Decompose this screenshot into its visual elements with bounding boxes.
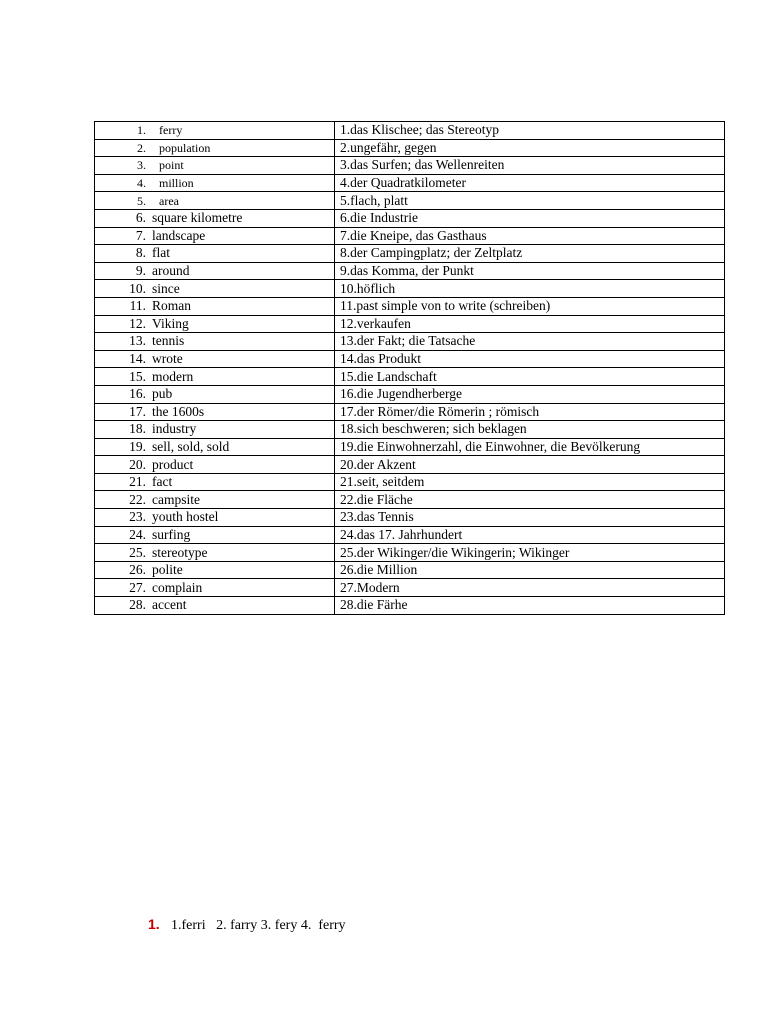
german-translation-cell: 6.die Industrie bbox=[335, 209, 725, 227]
row-number: 9. bbox=[135, 263, 146, 279]
english-term: ferry bbox=[159, 123, 183, 138]
table-row bbox=[95, 192, 725, 210]
german-translation-cell: 22.die Fläche bbox=[335, 491, 725, 509]
english-term-cell bbox=[95, 385, 335, 403]
row-number: 8. bbox=[135, 245, 146, 261]
table-row bbox=[95, 438, 725, 456]
exercise-number: 1. bbox=[148, 916, 160, 932]
row-number: 11. bbox=[129, 298, 146, 314]
row-number: 13. bbox=[129, 333, 146, 349]
english-term-cell bbox=[95, 579, 335, 597]
english-term-cell bbox=[95, 139, 335, 157]
english-term: sell, sold, sold bbox=[152, 438, 230, 454]
vocabulary-table-body bbox=[95, 122, 725, 615]
german-translation-cell: 28.die Färhe bbox=[335, 597, 725, 615]
row-number: 5. bbox=[137, 193, 146, 208]
german-translation-cell: 1.das Klischee; das Stereotyp bbox=[335, 122, 725, 140]
table-row bbox=[95, 579, 725, 597]
german-translation-cell: 26.die Million bbox=[335, 561, 725, 579]
english-term-cell bbox=[95, 368, 335, 386]
row-number: 19. bbox=[129, 438, 146, 454]
german-translation-cell: 25.der Wikinger/die Wikingerin; Wikinger bbox=[335, 544, 725, 562]
row-number: 2. bbox=[137, 140, 146, 155]
german-translation-cell: 2.ungefähr, gegen bbox=[335, 139, 725, 157]
english-term-cell bbox=[95, 297, 335, 315]
exercise-options: 1.ferri 2. farry 3. fery 4. ferry bbox=[171, 918, 346, 933]
table-row bbox=[95, 245, 725, 263]
english-term-cell bbox=[95, 245, 335, 263]
row-number: 17. bbox=[129, 403, 146, 419]
table-row bbox=[95, 368, 725, 386]
german-translation-cell: 20.der Akzent bbox=[335, 456, 725, 474]
row-number: 26. bbox=[129, 562, 146, 578]
english-term: flat bbox=[152, 245, 170, 261]
english-term: youth hostel bbox=[152, 509, 219, 525]
row-number: 3. bbox=[137, 158, 146, 173]
english-term-cell bbox=[95, 403, 335, 421]
table-row bbox=[95, 403, 725, 421]
row-number: 27. bbox=[129, 579, 146, 595]
english-term: the 1600s bbox=[152, 403, 205, 419]
english-term: landscape bbox=[152, 227, 206, 243]
table-row bbox=[95, 174, 725, 192]
row-number: 7. bbox=[135, 227, 146, 243]
table-row bbox=[95, 509, 725, 527]
table-row bbox=[95, 157, 725, 175]
english-term-cell bbox=[95, 122, 335, 140]
english-term: wrote bbox=[152, 351, 183, 367]
german-translation-cell: 7.die Kneipe, das Gasthaus bbox=[335, 227, 725, 245]
english-term: campsite bbox=[152, 491, 200, 507]
english-term: tennis bbox=[152, 333, 185, 349]
table-row bbox=[95, 350, 725, 368]
table-row bbox=[95, 333, 725, 351]
vocabulary-table bbox=[94, 121, 725, 615]
english-term-cell bbox=[95, 262, 335, 280]
row-number: 14. bbox=[129, 351, 146, 367]
english-term: area bbox=[159, 193, 179, 208]
table-row bbox=[95, 280, 725, 298]
english-term-cell bbox=[95, 561, 335, 579]
row-number: 15. bbox=[129, 368, 146, 384]
english-term: industry bbox=[152, 421, 197, 437]
english-term-cell bbox=[95, 473, 335, 491]
row-number: 18. bbox=[129, 421, 146, 437]
english-term: around bbox=[152, 263, 190, 279]
row-number: 4. bbox=[137, 176, 146, 191]
english-term-cell bbox=[95, 438, 335, 456]
table-row bbox=[95, 209, 725, 227]
table-row bbox=[95, 262, 725, 280]
english-term-cell bbox=[95, 157, 335, 175]
english-term: pub bbox=[152, 386, 173, 402]
table-row bbox=[95, 385, 725, 403]
english-term: modern bbox=[152, 368, 194, 384]
german-translation-cell: 21.seit, seitdem bbox=[335, 473, 725, 491]
english-term-cell bbox=[95, 350, 335, 368]
german-translation-cell: 4.der Quadratkilometer bbox=[335, 174, 725, 192]
english-term-cell bbox=[95, 227, 335, 245]
english-term-cell bbox=[95, 192, 335, 210]
english-term-cell bbox=[95, 509, 335, 527]
english-term-cell bbox=[95, 456, 335, 474]
english-term: fact bbox=[152, 474, 173, 490]
row-number: 20. bbox=[129, 456, 146, 472]
german-translation-cell: 12.verkaufen bbox=[335, 315, 725, 333]
german-translation-cell: 15.die Landschaft bbox=[335, 368, 725, 386]
english-term-cell bbox=[95, 333, 335, 351]
english-term: million bbox=[159, 176, 194, 191]
german-translation-cell: 8.der Campingplatz; der Zeltplatz bbox=[335, 245, 725, 263]
english-term: stereotype bbox=[152, 544, 208, 560]
english-term: surfing bbox=[152, 526, 191, 542]
german-translation-cell: 27.Modern bbox=[335, 579, 725, 597]
german-translation-cell: 23.das Tennis bbox=[335, 509, 725, 527]
row-number: 22. bbox=[129, 491, 146, 507]
row-number: 23. bbox=[129, 509, 146, 525]
table-row bbox=[95, 561, 725, 579]
german-translation-cell: 9.das Komma, der Punkt bbox=[335, 262, 725, 280]
row-number: 6. bbox=[135, 210, 146, 226]
english-term-cell bbox=[95, 491, 335, 509]
english-term-cell bbox=[95, 174, 335, 192]
english-term: since bbox=[152, 280, 180, 296]
table-row bbox=[95, 315, 725, 333]
german-translation-cell: 16.die Jugendherberge bbox=[335, 385, 725, 403]
german-translation-cell: 24.das 17. Jahrhundert bbox=[335, 526, 725, 544]
row-number: 28. bbox=[129, 597, 146, 613]
table-row bbox=[95, 139, 725, 157]
english-term-cell bbox=[95, 526, 335, 544]
table-row bbox=[95, 544, 725, 562]
table-row bbox=[95, 526, 725, 544]
row-number: 21. bbox=[129, 474, 146, 490]
row-number: 12. bbox=[129, 315, 146, 331]
german-translation-cell: 10.höflich bbox=[335, 280, 725, 298]
english-term: accent bbox=[152, 597, 187, 613]
english-term: Viking bbox=[152, 315, 189, 331]
table-row bbox=[95, 122, 725, 140]
english-term-cell bbox=[95, 209, 335, 227]
german-translation-cell: 17.der Römer/die Römerin ; römisch bbox=[335, 403, 725, 421]
english-term: Roman bbox=[152, 298, 191, 314]
english-term: point bbox=[159, 158, 184, 173]
row-number: 10. bbox=[129, 280, 146, 296]
english-term: population bbox=[159, 140, 211, 155]
german-translation-cell: 3.das Surfen; das Wellenreiten bbox=[335, 157, 725, 175]
english-term-cell bbox=[95, 421, 335, 439]
german-translation-cell: 14.das Produkt bbox=[335, 350, 725, 368]
table-row bbox=[95, 421, 725, 439]
english-term-cell bbox=[95, 544, 335, 562]
german-translation-cell: 19.die Einwohnerzahl, die Einwohner, die Bevölkerung bbox=[335, 438, 725, 456]
english-term-cell bbox=[95, 280, 335, 298]
german-translation-cell: 18.sich beschweren; sich beklagen bbox=[335, 421, 725, 439]
table-row bbox=[95, 597, 725, 615]
row-number: 16. bbox=[129, 386, 146, 402]
row-number: 25. bbox=[129, 544, 146, 560]
german-translation-cell: 11.past simple von to write (schreiben) bbox=[335, 297, 725, 315]
german-translation-cell: 13.der Fakt; die Tatsache bbox=[335, 333, 725, 351]
table-row bbox=[95, 227, 725, 245]
english-term: polite bbox=[152, 562, 183, 578]
german-translation-cell: 5.flach, platt bbox=[335, 192, 725, 210]
table-row bbox=[95, 491, 725, 509]
english-term: product bbox=[152, 456, 194, 472]
table-row bbox=[95, 473, 725, 491]
row-number: 1. bbox=[137, 123, 146, 138]
row-number: 24. bbox=[129, 526, 146, 542]
english-term-cell bbox=[95, 597, 335, 615]
exercise-item bbox=[148, 916, 346, 934]
table-row bbox=[95, 456, 725, 474]
english-term-cell bbox=[95, 315, 335, 333]
table-row bbox=[95, 297, 725, 315]
english-term: square kilometre bbox=[152, 210, 243, 226]
english-term: complain bbox=[152, 579, 203, 595]
